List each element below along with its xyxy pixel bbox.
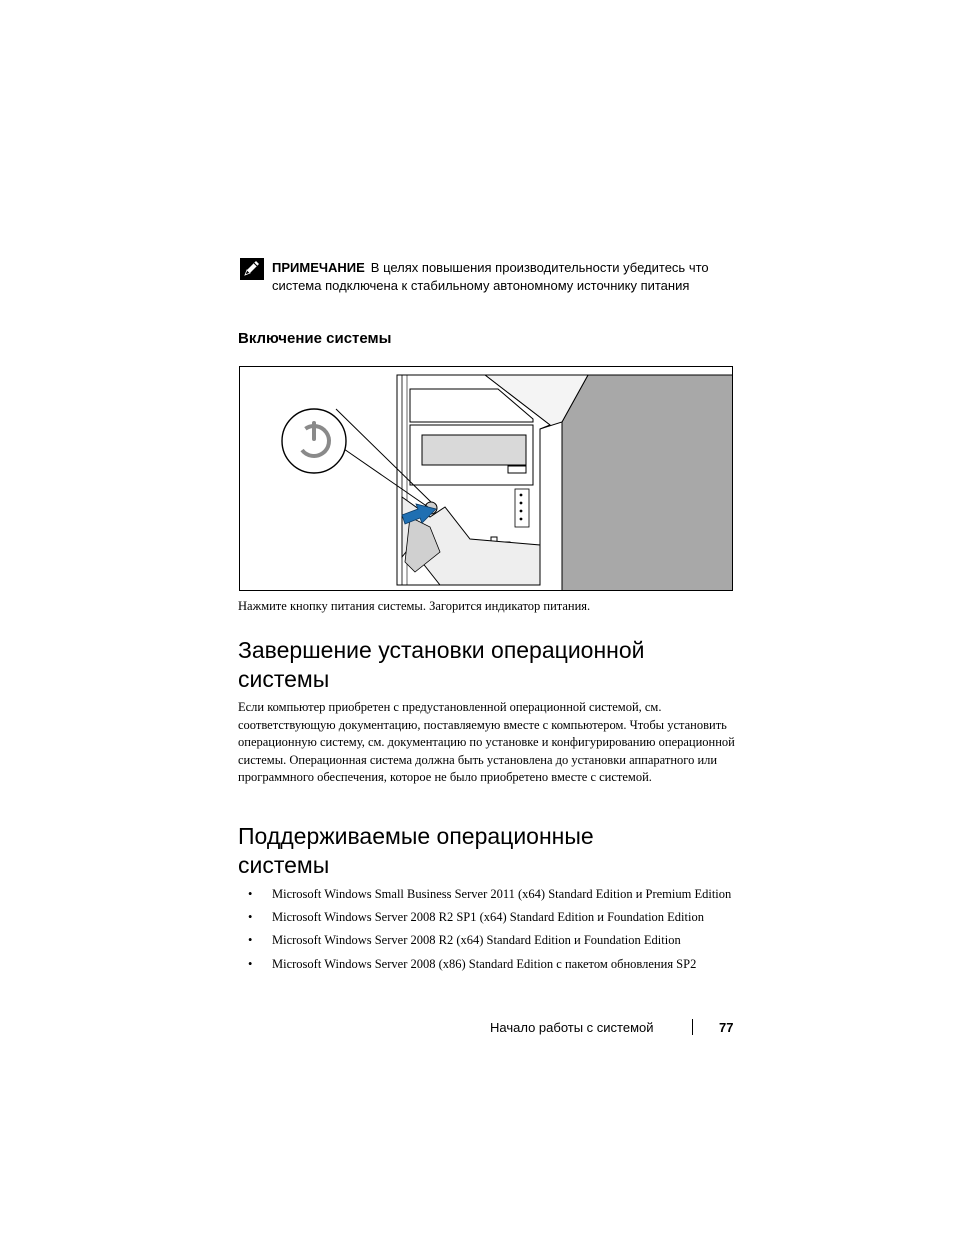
page-number: 77 (719, 1020, 734, 1035)
section-title-supported-os (238, 822, 758, 880)
footer-section-name: Начало работы с системой (490, 1020, 654, 1035)
list-item-text: Microsoft Windows Server 2008 R2 (x64) Standard Edition и Foundation Edition (272, 933, 681, 948)
figure-caption: Нажмите кнопку питания системы. Загорится индикатор питания. (238, 599, 591, 613)
bullet: • (248, 956, 253, 971)
note (272, 259, 734, 294)
section-title-line: системы (238, 852, 330, 878)
list-item (238, 932, 738, 950)
section-title-line: Поддерживаемые операционные (238, 823, 594, 849)
power-icon (282, 409, 346, 473)
supported-os-list (238, 886, 738, 979)
section-title-power-on: Включение системы (238, 330, 392, 347)
list-item-text: Microsoft Windows Server 2008 R2 SP1 (x64) Standard Edition и Foundation Edition (272, 910, 704, 925)
footer-divider (692, 1019, 693, 1035)
pencil-note-icon (240, 258, 264, 280)
list-item (238, 909, 738, 927)
bullet: • (248, 910, 253, 925)
bullet: • (248, 887, 253, 901)
list-item (238, 956, 738, 974)
bullet: • (248, 933, 253, 948)
section-title-os-install (238, 636, 758, 694)
list-item-text: Microsoft Windows Small Business Server 2011 (x64) Standard Edition и Premium Edition (272, 887, 732, 901)
power-button-illustration (239, 366, 733, 591)
section-title-line: системы (238, 666, 330, 692)
list-item (238, 886, 738, 904)
section-title-line: Завершение установки операционной (238, 637, 645, 663)
note-label: ПРИМЕЧАНИЕ (272, 260, 365, 275)
list-item-text: Microsoft Windows Server 2008 (x86) Standard Edition с пакетом обновления SP2 (272, 956, 697, 971)
os-install-paragraph: Если компьютер приобретен с предустановленной операционной системой, см. соответствующую документацию, поставляемую вместе с компьютером. Чтобы установить операционную систему, см. документацию по установке и конфигурированию операционной системы. Операционная система должна быть установлена до установки аппаратного или программного обеспечения, которое не было приобретено вместе с системой. (238, 700, 735, 785)
note-text: В целях повышения производительности убедитесь что система подключена к стабильному автономному источнику питания (272, 260, 709, 293)
